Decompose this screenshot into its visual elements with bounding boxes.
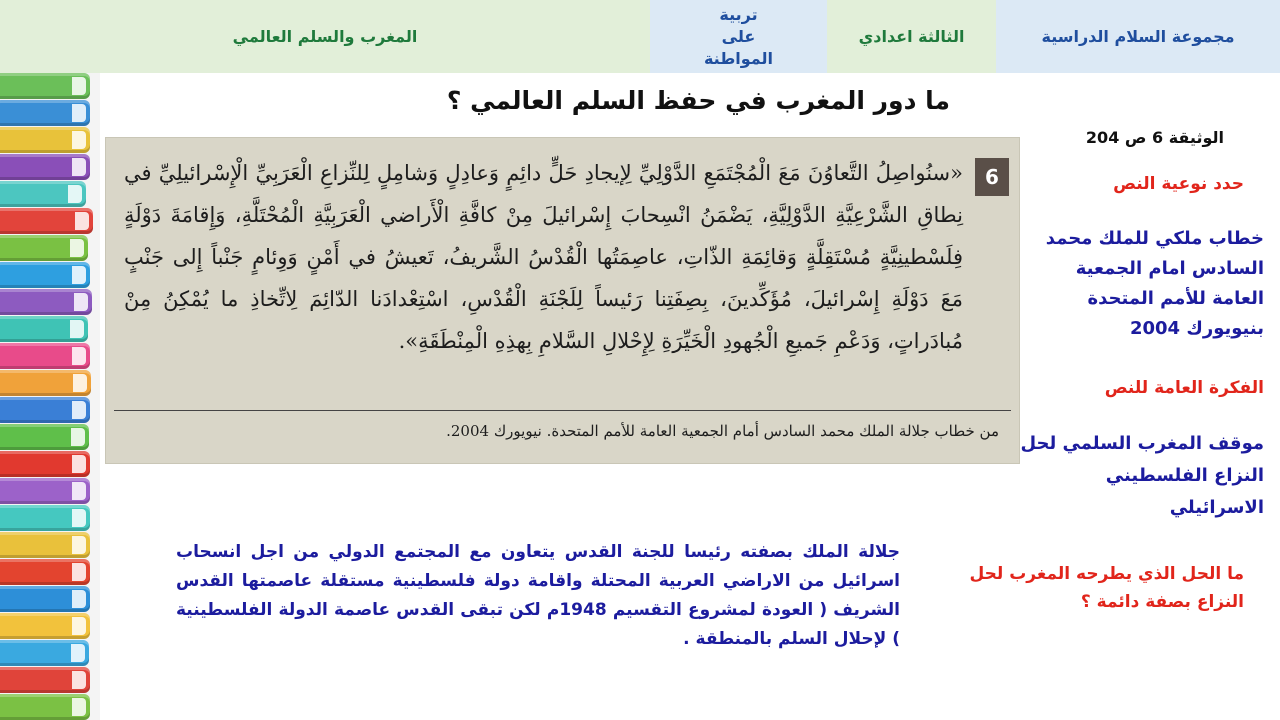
answer-main-idea: موقف المغرب السلمي لحل النزاع الفلسطيني الاسرائيلي	[1020, 433, 1264, 518]
document-text: «سنُواصِلُ التَّعاوُنَ مَعَ الْمُجْتَمَعِ الدَّوْلِيِّ لِإيجادِ حَلٍّ دائِمٍ وَعادِلٍ وَشامِلٍ لِلنِّزاعِ الْعَرَبِيِّ الْإِسْرائيلِيِّ في نِطاقِ الشَّرْعِيَّةِ الدَّوْلِيَّةِ، يَضْمَنُ انْسِحابَ إِسْرائيلَ مِنْ كافَّةِ الْأَراضي الْعَرَبِيَّةِ الْمُحْتَلَّةِ، وَإِقامَةَ دَوْلَةٍ فِلَسْطينِيَّةٍ مُسْتَقِلَّةٍ وَقائِمَةِ الذّاتِ، عاصِمَتُها الْقُدْسُ الشَّريفُ، تَعيشُ في أَمْنٍ وَوِئامٍ جَنْباً إِلى جَنْبٍ مَعَ دَوْلَةِ إِسْرائيلَ، مُؤَكِّدينَ، بِصِفَتِنا رَئيساً لِلَجْنَةِ الْقُدْسِ، اسْتِعْدادَنا الدّائِمَ لِاتِّخاذِ ما يُمْكِنُ مِنْ مُبادَراتٍ، وَدَعْمِ جَميعِ الْجُهودِ الْخَيِّرَةِ لِإِحْلالِ السَّلامِ بِهذِهِ الْمِنْطَقَةِ».	[124, 161, 963, 353]
book-spine	[0, 127, 90, 153]
book-spine	[0, 181, 86, 207]
book-spine	[0, 235, 88, 261]
document-reference: الوثيقة 6 ص 204	[1085, 128, 1224, 147]
document-source: من خطاب جلالة الملك محمد السادس أمام الجمعية العامة للأمم المتحدة. نيويورك 2004.	[446, 422, 999, 440]
book-spine	[0, 316, 88, 342]
header-cell-group	[996, 0, 1280, 73]
header-cell-lesson	[0, 0, 650, 73]
header-bar	[0, 0, 1280, 73]
book-spine	[0, 613, 90, 639]
book-spine	[0, 586, 90, 612]
answer-text-type: خطاب ملكي للملك محمد السادس امام الجمعية العامة للأمم المتحدة بنيويورك 2004	[1045, 228, 1264, 339]
book-spine	[0, 100, 90, 126]
book-spine	[0, 397, 90, 423]
solution-answer: جلالة الملك بصفته رئيسا للجنة القدس يتعاون مع المجتمع الدولي من اجل انسحاب اسرائيل من الاراضي العربية المحتلة واقامة دولة فلسطينية مستقلة عاصمتها القدس الشريف ( العودة لمشروع التقسيم 1948م لكن تبقى القدس عاصمة الدولة الفلسطينية ) لإحلال السلم بالمنطقة .	[176, 542, 901, 649]
book-stack-decoration	[0, 73, 100, 720]
book-spine	[0, 424, 89, 450]
book-spine	[0, 208, 93, 234]
book-spine	[0, 532, 90, 558]
book-spine	[0, 370, 91, 396]
question-main-idea: الفكرة العامة للنص	[1104, 378, 1264, 398]
book-spine	[0, 262, 90, 288]
slide-title: ما دور المغرب في حفظ السلم العالمي ؟	[446, 86, 950, 115]
document-divider	[114, 410, 1011, 411]
document-excerpt	[105, 137, 1020, 464]
book-spine	[0, 289, 92, 315]
book-spine	[0, 640, 89, 666]
book-spine	[0, 478, 90, 504]
book-spine	[0, 451, 90, 477]
question-solution: ما الحل الذي يطرحه المغرب لحل النزاع بصفة دائمة ؟	[969, 564, 1244, 612]
header-level-label: الثالثة اعدادي	[858, 27, 965, 46]
header-subject-label: تربية على المواطنة	[703, 4, 774, 68]
book-spine	[0, 343, 90, 369]
book-spine	[0, 667, 90, 693]
header-group-label: مجموعة السلام الدراسية	[1041, 27, 1235, 46]
question-text-type: حدد نوعية النص	[1113, 174, 1244, 194]
header-cell-level	[827, 0, 996, 73]
header-lesson-label: المغرب والسلم العالمي	[232, 27, 418, 46]
book-spine	[0, 559, 90, 585]
book-spine	[0, 694, 90, 720]
document-number-badge: 6	[975, 158, 1009, 196]
book-spine	[0, 154, 90, 180]
header-cell-subject	[650, 0, 827, 73]
book-spine	[0, 73, 90, 99]
book-spine	[0, 505, 90, 531]
